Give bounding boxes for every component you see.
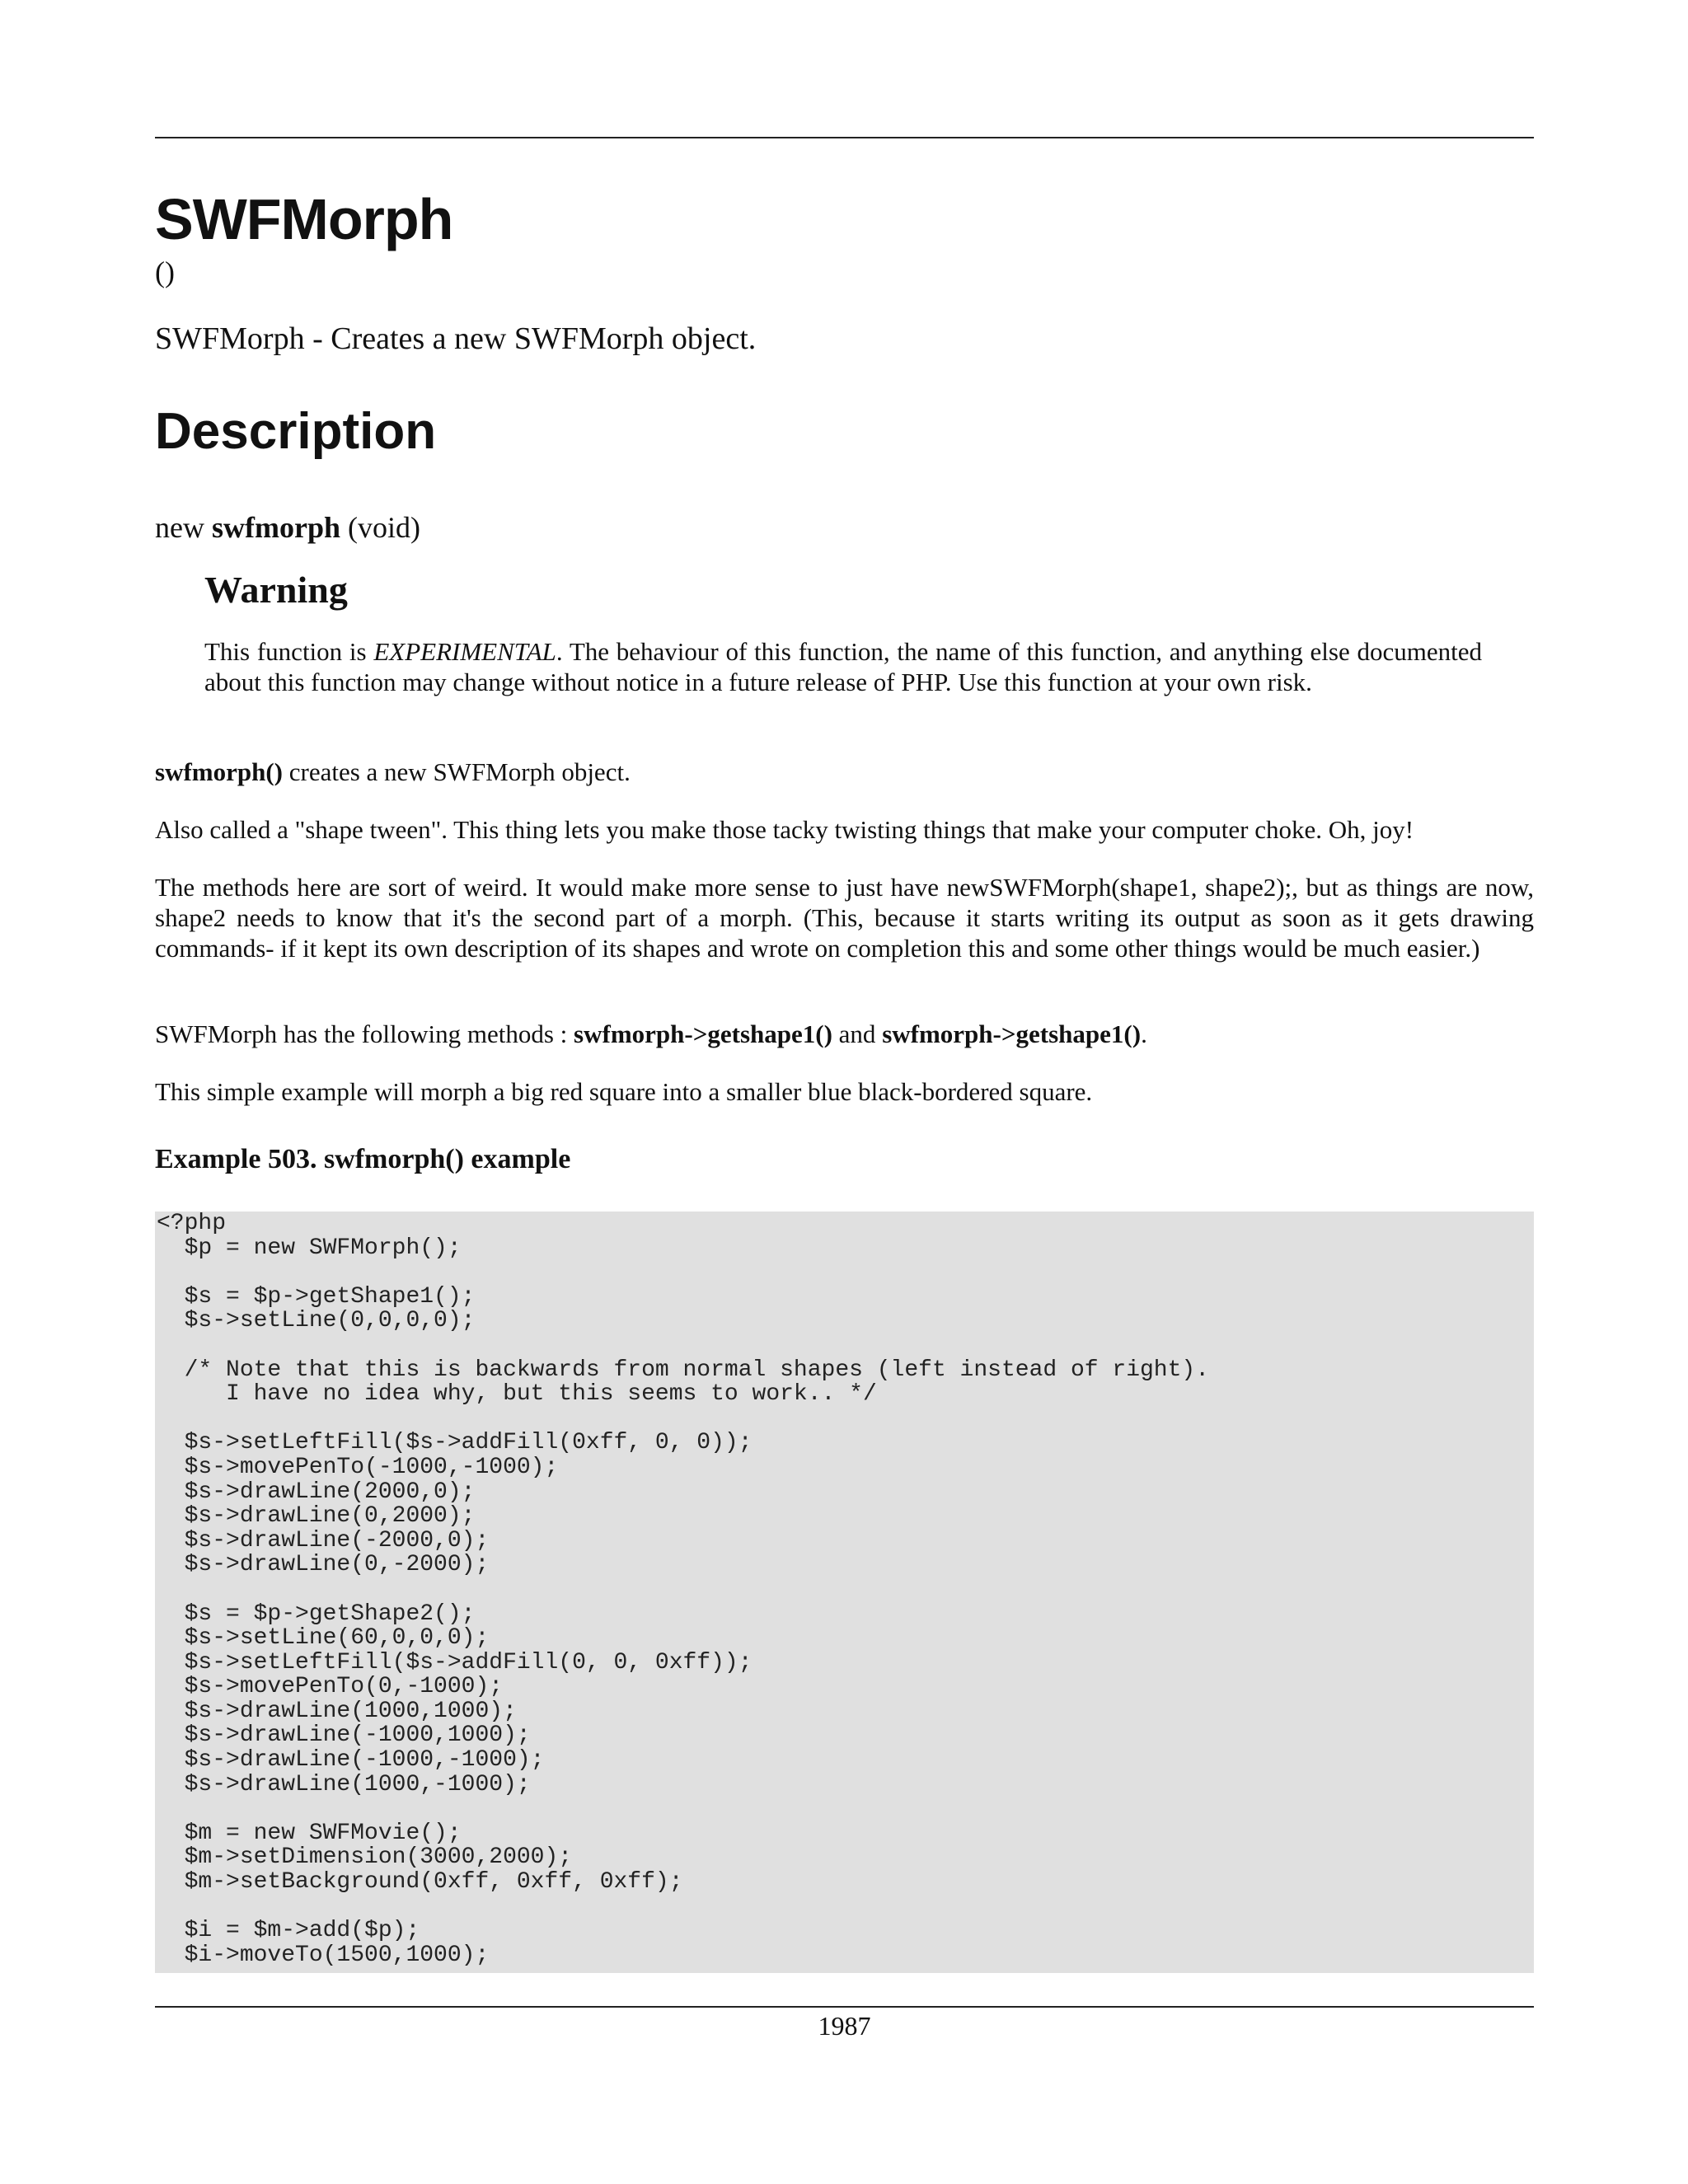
example-title: Example 503. swfmorph() example (155, 1144, 571, 1174)
p1-text: creates a new SWFMorph object. (283, 757, 631, 786)
bottom-rule (155, 2006, 1534, 2008)
ref-purpose: SWFMorph - Creates a new SWFMorph object. (155, 321, 757, 356)
p4-prefix: SWFMorph has the following methods : (155, 1019, 574, 1048)
warning-text-before: This function is (204, 637, 374, 666)
p4-method2: swfmorph->getshape1() (882, 1019, 1142, 1048)
warning-text (204, 636, 1482, 697)
warning-experimental: EXPERIMENTAL (373, 637, 556, 666)
description-heading: Description (155, 403, 437, 460)
paragraph-shape-tween: Also called a "shape tween". This thing lets you make those tacky twisting things that make your computer choke. Oh, joy! (155, 815, 1414, 844)
warning-text-after: . The behaviour of this function, the name of this function, and anything else documented about this function may change without notice in a future release of PHP. Use this function at your own risk. (204, 637, 1482, 696)
paragraph-methods-list (155, 1019, 1534, 1049)
code-listing: <?php $p = new SWFMorph(); $s = $p->getShape1(); $s->setLine(0,0,0,0); /* Note that this is backwards from normal shapes (left instead of right). I have no idea why, but this seems to work.. */ $s->setLeftFill($s->addFill(0xff, 0, 0)); $s->movePenTo(-1000,-1000); $s->drawLine(2000,0); $s->drawLine(0,2000); $s->drawLine(-2000,0); $s->drawLine(0,-2000); $s = $p->getShape2(); $s->setLine(60,0,0,0); $s->setLeftFill($s->addFill(0, 0, 0xff)); $s->movePenTo(0,-1000); $s->drawLine(1000,1000); $s->drawLine(-1000,1000); $s->drawLine(-1000,-1000); $s->drawLine(1000,-1000); $m = new SWFMovie(); $m->setDimension(3000,2000); $m->setBackground(0xff, 0xff, 0xff); $i = $m->add($p); $i->moveTo(1500,1000); (157, 1212, 1210, 1968)
page-title: SWFMorph (155, 187, 453, 251)
title-parens: () (155, 255, 175, 288)
p4-method1: swfmorph->getshape1() (574, 1019, 832, 1048)
code-block (155, 1212, 1534, 1973)
synopsis-function: swfmorph (211, 511, 340, 544)
synopsis-prefix: new (155, 511, 212, 544)
p1-function: swfmorph() (155, 757, 283, 786)
p4-end: . (1141, 1019, 1147, 1048)
top-rule (155, 137, 1534, 138)
synopsis-args: (void) (340, 511, 420, 544)
paragraph-example-intro: This simple example will morph a big red square into a smaller blue black-bordered square. (155, 1077, 1093, 1106)
paragraph-creates (155, 757, 1534, 787)
paragraph-methods-weird: The methods here are sort of weird. It would make more sense to just have newSWFMorph(shape1, shape2);, but as things are now, shape2 needs to know that it's the second part of a morph. (This, because it starts writing its output as soon as it gets drawing commands- if it kept its own description of its shapes and wrote on completion this and some other things would be much easier.) (155, 873, 1534, 963)
page-number: 1987 (818, 2011, 871, 2041)
p4-and: and (832, 1019, 883, 1048)
function-synopsis (155, 509, 420, 546)
warning-title: Warning (204, 569, 348, 611)
